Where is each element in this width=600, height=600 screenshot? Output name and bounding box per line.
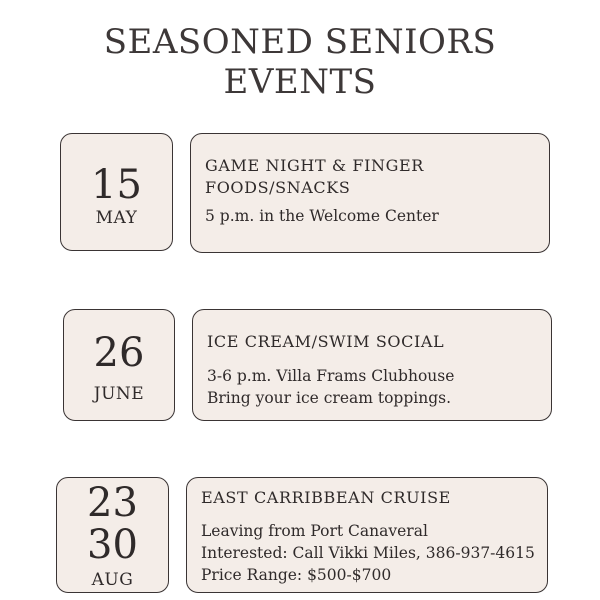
- event-detail: 5 p.m. in the Welcome Center: [205, 207, 439, 225]
- event-info-box-game-night: [190, 133, 550, 253]
- event-day: 15: [91, 162, 142, 208]
- event-detail: Leaving from Port Canaveral: [201, 522, 428, 540]
- event-day-end: 30: [87, 522, 138, 568]
- page-title: [0, 22, 600, 102]
- event-day-start: 23: [87, 480, 138, 526]
- event-info-box-ice-cream: [192, 309, 552, 421]
- event-day: 26: [93, 330, 145, 376]
- event-info-box-cruise: [186, 477, 548, 593]
- event-detail: Price Range: $500-$700: [201, 566, 392, 584]
- event-date-box-aug: [56, 477, 169, 593]
- page-title-line-2: EVENTS: [223, 62, 377, 102]
- event-date-box-june: [63, 309, 175, 421]
- event-month: AUG: [91, 570, 134, 590]
- event-detail: Interested: Call Vikki Miles, 386-937-4615: [201, 544, 535, 562]
- event-detail: Bring your ice cream toppings.: [207, 389, 452, 407]
- event-title-line-1: EAST CARRIBBEAN CRUISE: [201, 488, 451, 507]
- event-month: JUNE: [93, 384, 145, 404]
- page-title-line-1: SEASONED SENIORS: [103, 22, 497, 62]
- event-title-line-1: ICE CREAM/SWIM SOCIAL: [207, 332, 445, 351]
- event-detail: 3-6 p.m. Villa Frams Clubhouse: [207, 367, 455, 385]
- event-month: MAY: [95, 208, 138, 228]
- event-title-line-2: FOODS/SNACKS: [205, 178, 351, 197]
- event-date-box-may: [60, 133, 173, 251]
- event-title-line-1: GAME NIGHT & FINGER: [205, 156, 424, 175]
